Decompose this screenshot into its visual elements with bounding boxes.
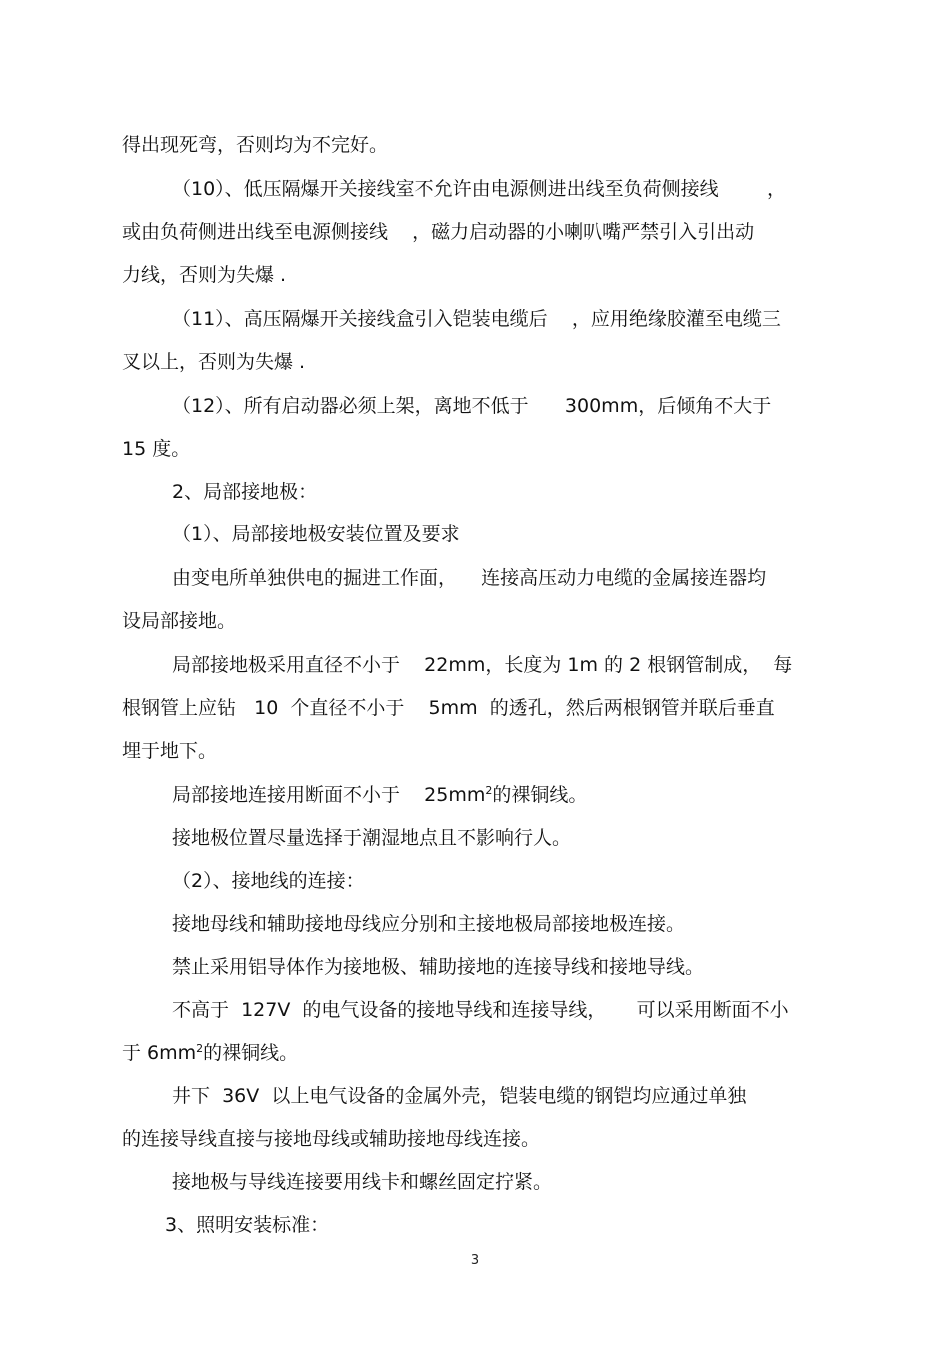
section-heading-2: 2、局部接地极： [172, 481, 318, 503]
text-line-19: 接地母线和辅助接地母线应分别和主接地极局部接地极连接。 [172, 913, 686, 935]
text-line-14: 根钢管上应钻 10 个直径不小于 5mm 的透孔，然后两根钢管并联后垂直 [122, 697, 775, 719]
text-line-22 [122, 1041, 298, 1065]
text-line-4: 力线，否则为失爆 . [122, 264, 287, 286]
text-line-6: 叉以上，否则为失爆 . [122, 351, 306, 373]
text-line-24: 的连接导线直接与接地母线或辅助接地母线连接。 [122, 1128, 541, 1150]
text-line-5: （11）、高压隔爆开关接线盒引入铠装电缆后 ，应用绝缘胶灌至电缆三 [172, 308, 781, 330]
page-number: 3 [470, 1253, 480, 1268]
text-line-1: 得出现死弯，否则均为不完好。 [122, 134, 389, 156]
text-line-15: 埋于地下。 [122, 740, 218, 762]
subheading-2: （2）、接地线的连接： [172, 870, 365, 892]
section-heading-3: 3、照明安装标准： [165, 1214, 330, 1236]
text-line-16-part-b: 的裸铜线。 [492, 784, 588, 806]
text-line-2: （10）、低压隔爆开关接线室不允许由电源侧进出线至负荷侧接线 ， [172, 178, 786, 200]
superscript-2: 2 [196, 1042, 204, 1055]
text-line-13: 局部接地极采用直径不小于 22mm，长度为 1m 的 2 根钢管制成， 每 [172, 654, 793, 676]
text-line-16 [172, 783, 587, 807]
text-line-17: 接地极位置尽量选择于潮湿地点且不影响行人。 [172, 827, 572, 849]
subheading-1: （1）、局部接地极安装位置及要求 [172, 523, 460, 545]
text-line-22-part-a: 于 6mm [122, 1042, 197, 1064]
superscript-2: 2 [485, 784, 493, 797]
text-line-21: 不高于 127V 的电气设备的接地导线和连接导线， 可以采用断面不小 [172, 999, 789, 1021]
text-line-8: 15 度。 [122, 438, 191, 460]
text-line-25: 接地极与导线连接要用线卡和螺丝固定拧紧。 [172, 1171, 553, 1193]
text-line-12: 设局部接地。 [122, 610, 237, 632]
text-line-7: （12）、所有启动器必须上架，离地不低于 300mm，后倾角不大于 [172, 395, 772, 417]
text-line-16-part-a: 局部接地连接用断面不小于 25mm [172, 784, 486, 806]
text-line-11: 由变电所单独供电的掘进工作面， 连接高压动力电缆的金属接连器均 [172, 567, 767, 589]
text-line-3: 或由负荷侧进出线至电源侧接线 ，磁力启动器的小喇叭嘴严禁引入引出动 [122, 221, 755, 243]
text-line-20: 禁止采用铝导体作为接地极、辅助接地的连接导线和接地导线。 [172, 956, 705, 978]
text-line-22-part-b: 的裸铜线。 [203, 1042, 299, 1064]
text-line-23: 井下 36V 以上电气设备的金属外壳，铠装电缆的钢铠均应通过单独 [172, 1085, 747, 1107]
